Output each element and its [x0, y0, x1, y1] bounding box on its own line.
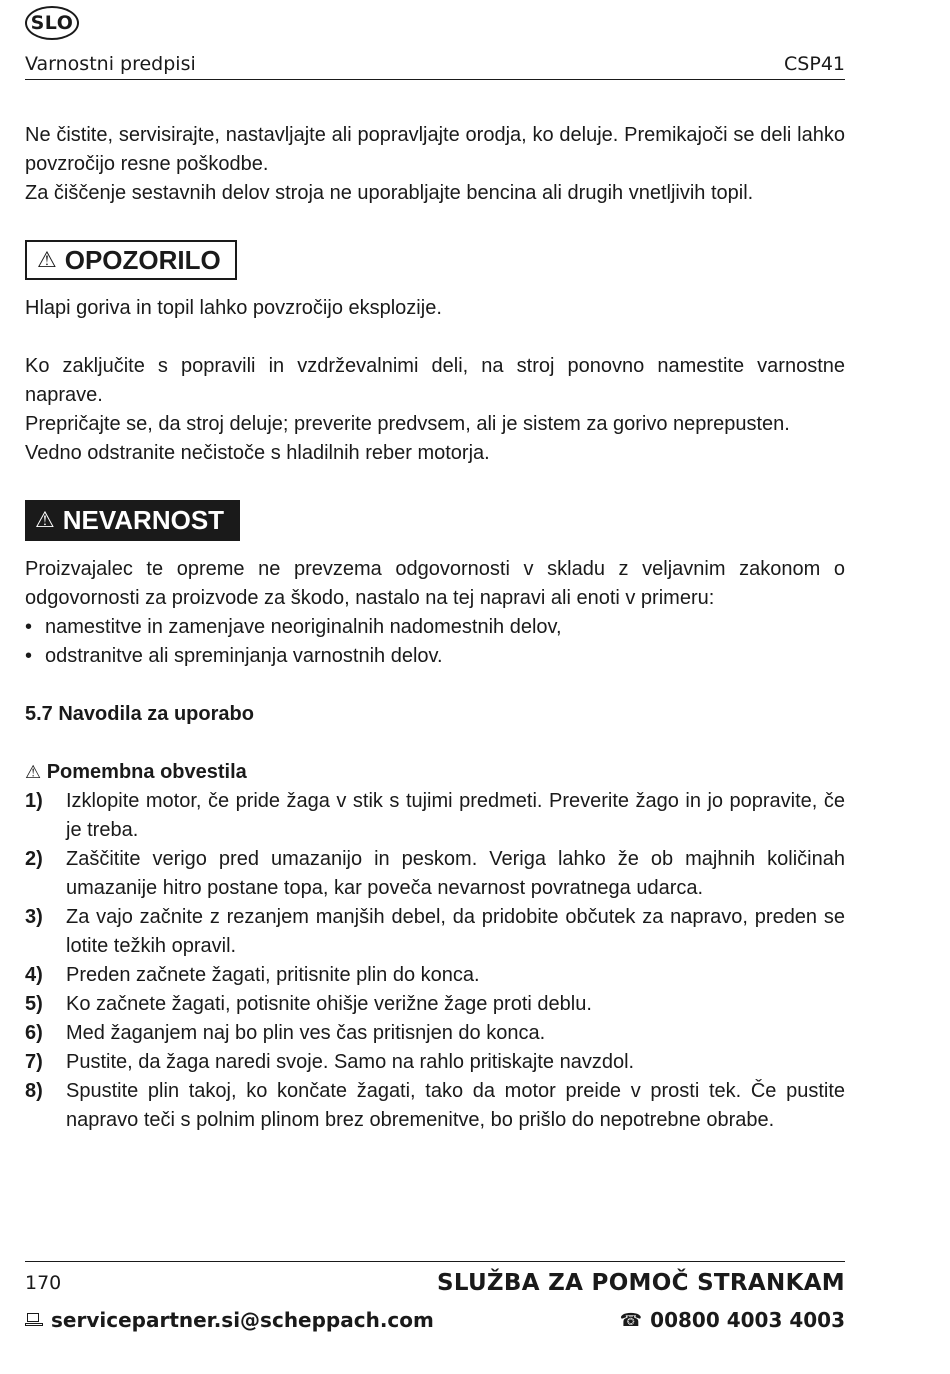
page-header [25, 50, 845, 78]
bullet-icon: • [25, 645, 33, 667]
notice-title: ⚠ Pomembna obvestila [25, 761, 247, 783]
list-item: 7) Pustite, da žaga naredi svoje. Samo na rahlo pritiskajte navzdol. [25, 1051, 635, 1073]
list-item: 6) Med žaganjem naj bo plin ves čas pritisnjen do konca. [25, 1022, 546, 1044]
list-item: • namestitve in zamenjave neoriginalnih nadomestnih delov, [25, 613, 845, 642]
warning-text: Hlapi goriva in topil lahko povzročijo eksplozije. [25, 297, 442, 319]
list-item: 4) Preden začnete žagati, pritisnite plin do konca. [25, 964, 480, 986]
warning-triangle-icon: ⚠ [37, 247, 57, 273]
telephone-icon: ☎ [619, 1309, 643, 1331]
section-heading: 5.7 Navodila za uporabo [25, 703, 254, 725]
intro-paragraph-2: Za čiščenje sestavnih delov stroja ne uporabljajte bencina ali drugih vnetljivih topil. [25, 182, 754, 204]
list-item: 2) Zaščitite verigo pred umazanijo in peskom. Veriga lahko že ob majhnih količinah umazanije hitro postane topa, kar poveča nevarnost povratnega udarca. [25, 848, 845, 899]
warning-triangle-icon: ⚠ [25, 762, 42, 783]
service-title: SLUŽBA ZA POMOČ STRANKAM [436, 1270, 845, 1296]
steps-list [25, 787, 845, 1135]
header-divider [25, 79, 845, 80]
maintenance-paragraph-2: Prepričajte se, da stroj deluje; preverite predvsem, ali je sistem za gorivo neprepusten. [25, 413, 790, 435]
maintenance-paragraph-3: Vedno odstranite nečistoče s hladilnih reber motorja. [25, 442, 490, 464]
list-item: 1) Izklopite motor, če pride žaga v stik s tujimi predmeti. Preverite žago in jo popravite, če je treba. [25, 790, 845, 841]
list-item: 3) Za vajo začnite z rezanjem manjših debel, da pridobite občutek za napravo, preden se lotite težkih opravil. [25, 906, 845, 957]
bullet-icon: • [25, 616, 33, 638]
footer-contacts [25, 1306, 845, 1334]
warning-label-box [25, 240, 237, 280]
warning-triangle-icon: ⚠ [35, 508, 55, 533]
danger-label: NEVARNOST [62, 505, 225, 535]
section-title: Varnostni predpisi [25, 53, 196, 75]
email-link[interactable]: servicepartner.si@scheppach.com [51, 1308, 434, 1332]
danger-text: Proizvajalec te opreme ne prevzema odgovornosti v skladu z veljavnim zakonom o odgovornosti za proizvode za škodo, nastalo na tej napravi ali enoti v primeru: [25, 558, 845, 609]
intro-paragraph-1: Ne čistite, servisirajte, nastavljajte ali popravljajte orodja, ko deluje. Premikajoči se deli lahko povzročijo resne poškodbe. [25, 124, 845, 175]
phone-contact [620, 1308, 845, 1332]
language-badge: SLO [25, 6, 79, 40]
danger-bullet-list [25, 613, 845, 671]
page-content [25, 121, 845, 1135]
warning-label: OPOZORILO [64, 244, 221, 275]
page-number: 170 [25, 1272, 62, 1294]
list-item: 5) Ko začnete žagati, potisnite ohišje verižne žage proti deblu. [25, 993, 592, 1015]
manual-page [25, 0, 845, 1374]
laptop-icon [25, 1313, 43, 1327]
footer-divider [25, 1261, 845, 1262]
model-name: CSP41 [784, 53, 845, 75]
phone-number[interactable]: 00800 4003 4003 [650, 1308, 845, 1332]
footer-top [25, 1268, 845, 1298]
danger-label-box [25, 500, 240, 541]
email-contact [25, 1308, 434, 1332]
maintenance-paragraph-1: Ko zaključite s popravili in vzdrževalnimi deli, na stroj ponovno namestite varnostne naprave. [25, 355, 845, 406]
list-item: 8) Spustite plin takoj, ko končate žagati, tako da motor preide v prosti tek. Če pustite napravo teči s polnim plinom brez obremenitve, bo prišlo do nepotrebne obrabe. [25, 1080, 845, 1131]
list-item: • odstranitve ali spreminjanja varnostnih delov. [25, 642, 845, 671]
